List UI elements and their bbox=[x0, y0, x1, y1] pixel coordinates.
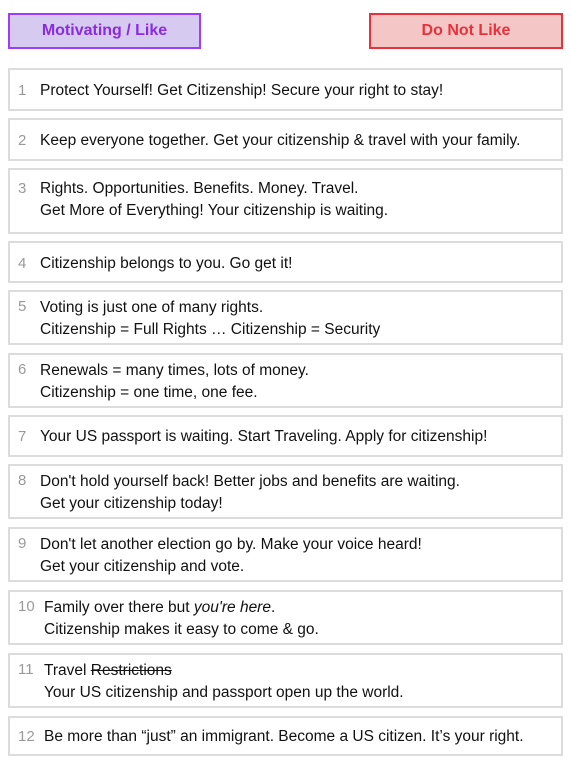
message-number: 12 bbox=[18, 728, 35, 745]
message-card[interactable] bbox=[8, 68, 563, 111]
message-card[interactable] bbox=[8, 118, 563, 161]
message-text: Travel Restrictions Your US citizenship and passport open up the world. bbox=[44, 662, 404, 701]
message-card[interactable] bbox=[8, 290, 563, 345]
message-text: Your US passport is waiting. Start Traveling. Apply for citizenship! bbox=[40, 428, 488, 445]
message-number: 3 bbox=[18, 180, 27, 197]
message-text: Citizenship belongs to you. Go get it! bbox=[40, 255, 293, 272]
message-number: 11 bbox=[18, 661, 34, 678]
message-text: Don't hold yourself back! Better jobs and benefits are waiting. Get your citizenship today! bbox=[40, 473, 460, 512]
message-number: 8 bbox=[18, 472, 27, 489]
message-text: Rights. Opportunities. Benefits. Money. Travel. Get More of Everything! Your citizenship is waiting. bbox=[40, 180, 389, 219]
message-number: 7 bbox=[18, 428, 27, 445]
message-number: 2 bbox=[18, 132, 27, 149]
emphasis-text: you're here bbox=[193, 599, 271, 616]
message-number: 6 bbox=[18, 361, 27, 378]
message-card[interactable] bbox=[8, 168, 563, 234]
strikethrough-text: Restrictions bbox=[90, 662, 172, 679]
message-text: Family over there but you're here. Citizenship makes it easy to come & go. bbox=[44, 599, 319, 638]
message-text: Keep everyone together. Get your citizenship & travel with your family. bbox=[40, 132, 521, 149]
do-not-like-dropzone[interactable]: Do Not Like bbox=[369, 13, 563, 49]
message-text: Renewals = many times, lots of money. Citizenship = one time, one fee. bbox=[40, 362, 309, 401]
message-card[interactable] bbox=[8, 653, 563, 708]
message-text: Protect Yourself! Get Citizenship! Secure your right to stay! bbox=[40, 82, 444, 99]
message-card[interactable] bbox=[8, 353, 563, 408]
message-card[interactable] bbox=[8, 590, 563, 645]
message-text: Voting is just one of many rights. Citizenship = Full Rights … Citizenship = Security bbox=[40, 299, 381, 338]
message-number: 5 bbox=[18, 298, 27, 315]
message-text: Don't let another election go by. Make your voice heard! Get your citizenship and vote. bbox=[40, 536, 422, 575]
motivating-like-dropzone[interactable]: Motivating / Like bbox=[8, 13, 201, 49]
message-number: 9 bbox=[18, 535, 27, 552]
message-card[interactable] bbox=[8, 716, 563, 756]
message-card[interactable] bbox=[8, 527, 563, 582]
message-number: 1 bbox=[18, 82, 27, 99]
message-text: Be more than “just” an immigrant. Become a US citizen. It’s your right. bbox=[44, 728, 524, 745]
category-bar bbox=[0, 0, 571, 60]
message-number: 10 bbox=[18, 598, 35, 615]
message-number: 4 bbox=[18, 255, 27, 272]
message-card[interactable] bbox=[8, 464, 563, 519]
message-card[interactable] bbox=[8, 415, 563, 457]
message-card[interactable] bbox=[8, 241, 563, 283]
